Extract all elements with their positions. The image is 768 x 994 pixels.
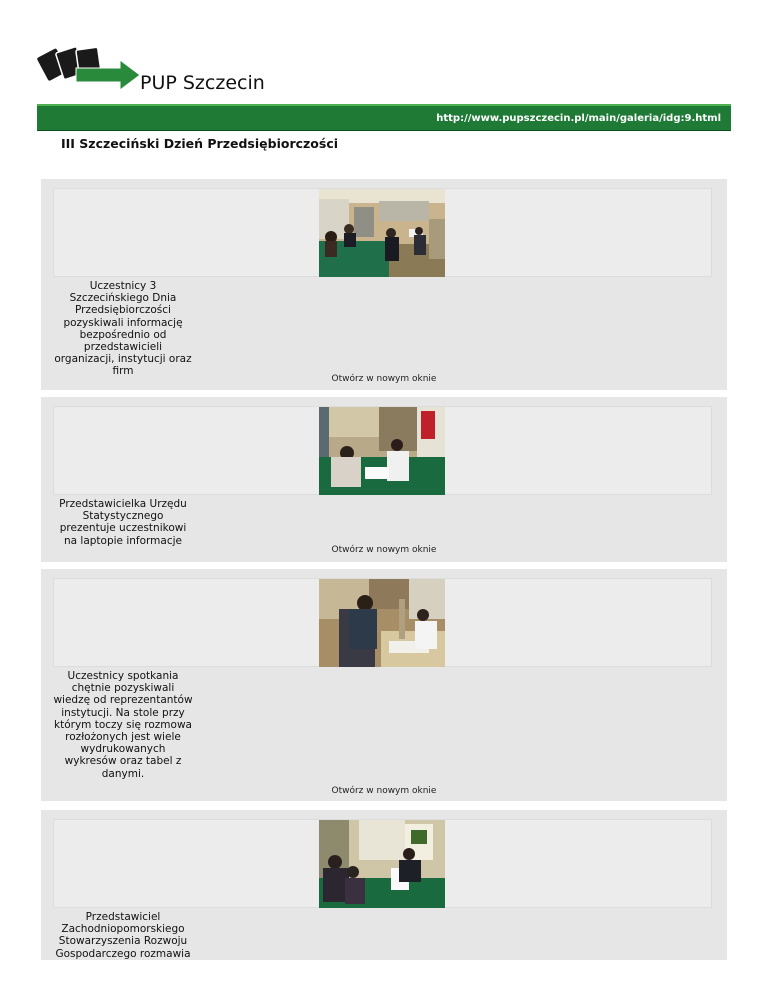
photo-caption: Przedstawiciel Zachodniopomorskiego Stowarzyszenia Rozwoju Gospodarczego rozmawia bbox=[55, 911, 191, 960]
page-url[interactable]: http://www.pupszczecin.pl/main/galeria/idg:9.html bbox=[436, 113, 721, 124]
site-name: PUP Szczecin bbox=[140, 72, 265, 94]
gallery-item bbox=[41, 810, 727, 960]
logo-icon bbox=[36, 40, 146, 90]
gallery-photo[interactable] bbox=[319, 407, 445, 495]
gallery-photo[interactable] bbox=[319, 189, 445, 277]
page-title: III Szczeciński Dzień Przedsiębiorczości bbox=[61, 136, 339, 151]
photo-caption: Uczestnicy spotkania chętnie pozyskiwali wiedzę od reprezentantów instytucji. Na stole przy którym toczy się rozmowa rozłożonych jest wiele wydrukowanych wykresów oraz tabel z danymi. bbox=[53, 670, 193, 780]
gallery-item bbox=[41, 179, 727, 390]
gallery-item bbox=[41, 397, 727, 562]
open-in-new-window-link[interactable]: Otwórz w nowym oknie bbox=[331, 786, 437, 796]
gallery-item bbox=[41, 569, 727, 801]
photo-caption: Uczestnicy 3 Szczecińskiego Dnia Przedsiębiorczości pozyskiwali informację bezpośrednio od przedstawicieli organizacji, instytucji oraz firm bbox=[54, 280, 192, 378]
photo-caption: Przedstawicielka Urzędu Statystycznego prezentuje uczestnikowi na laptopie informacje bbox=[59, 498, 187, 547]
open-in-new-window-link[interactable]: Otwórz w nowym oknie bbox=[331, 374, 437, 384]
gallery-photo[interactable] bbox=[319, 820, 445, 908]
open-in-new-window-link[interactable]: Otwórz w nowym oknie bbox=[331, 545, 437, 555]
gallery-photo[interactable] bbox=[319, 579, 445, 667]
header-bar bbox=[37, 104, 731, 131]
